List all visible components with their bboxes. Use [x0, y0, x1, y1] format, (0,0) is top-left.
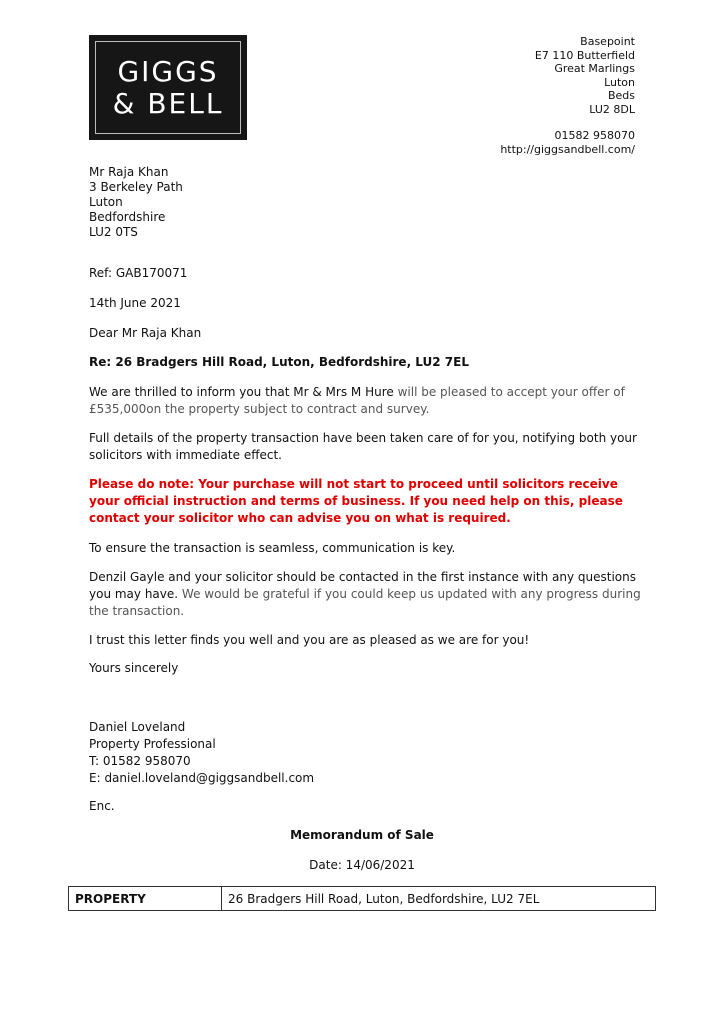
recipient-address: [89, 165, 183, 240]
paragraph-contact: [89, 569, 649, 620]
sender-address: [500, 35, 635, 156]
sender-phone: 01582 958070: [554, 129, 635, 142]
property-key-cell: PROPERTY: [69, 887, 222, 911]
recipient-line: Bedfordshire: [89, 210, 166, 224]
enclosure: Enc.: [89, 799, 115, 813]
sender-address-line: E7 110 Butterfield: [534, 48, 635, 62]
memo-date: Date: 14/06/2021: [309, 858, 415, 872]
logo-text-line2: & BELL: [112, 87, 224, 120]
salutation: Dear Mr Raja Khan: [89, 326, 202, 340]
recipient-line: LU2 0TS: [89, 225, 138, 239]
signature-title: Property Professional: [89, 737, 216, 751]
paragraph-offer: [89, 384, 649, 418]
sender-address-line: Luton: [604, 75, 635, 89]
sender-address-line: LU2 8DL: [589, 102, 635, 116]
paragraph-contact-part2: We would be grateful if you could keep us updated with any progress during the transaction.: [89, 587, 641, 618]
sender-address-line: Great Marlings: [554, 62, 635, 75]
logo-text-line1: GIGGS: [117, 55, 219, 88]
warning-notice: Please do note: Your purchase will not start to proceed until solicitors receive your official instruction and terms of business. If you need help on this, please contact your solicitor who can advise you on what is required.: [89, 477, 623, 525]
signature-block: [89, 719, 314, 787]
sender-website: http://giggsandbell.com/: [500, 142, 635, 156]
paragraph-details: Full details of the property transaction have been taken care of for you, notifying both your solicitors with immediate effect.: [89, 431, 637, 462]
property-table: [68, 886, 656, 911]
sender-address-line: Beds: [607, 89, 635, 102]
property-value-cell: 26 Bradgers Hill Road, Luton, Bedfordshire, LU2 7EL: [222, 887, 656, 911]
paragraph-contact-part1: Denzil Gayle and your solicitor should be contacted in the first instance with any questions you may have.: [89, 570, 636, 601]
paragraph-offer-part1: We are thrilled to inform you that Mr & Mrs M Hure: [89, 385, 394, 399]
company-logo: [89, 35, 247, 140]
paragraph-closing-wish: I trust this letter finds you well and you are as pleased as we are for you!: [89, 633, 530, 647]
memo-title: Memorandum of Sale: [290, 828, 434, 842]
letter-date: 14th June 2021: [89, 296, 181, 310]
table-row: [69, 887, 656, 911]
recipient-line: Luton: [89, 195, 123, 209]
subject-line: Re: 26 Bradgers Hill Road, Luton, Bedfordshire, LU2 7EL: [89, 355, 469, 369]
paragraph-communication: To ensure the transaction is seamless, communication is key.: [89, 541, 456, 555]
paragraph-offer-part2: will be pleased to accept your offer of £535,000on the property subject to contract and survey.: [89, 385, 625, 416]
recipient-line: Mr Raja Khan: [89, 165, 169, 179]
sender-address-line: Basepoint: [580, 35, 635, 48]
signature-phone: T: 01582 958070: [89, 754, 191, 768]
signature-name: Daniel Loveland: [89, 720, 186, 734]
reference: Ref: GAB170071: [89, 266, 188, 280]
closing: Yours sincerely: [89, 661, 179, 675]
signature-email: E: daniel.loveland@giggsandbell.com: [89, 771, 315, 785]
sender-spacer: [500, 116, 635, 129]
recipient-line: 3 Berkeley Path: [89, 180, 183, 194]
